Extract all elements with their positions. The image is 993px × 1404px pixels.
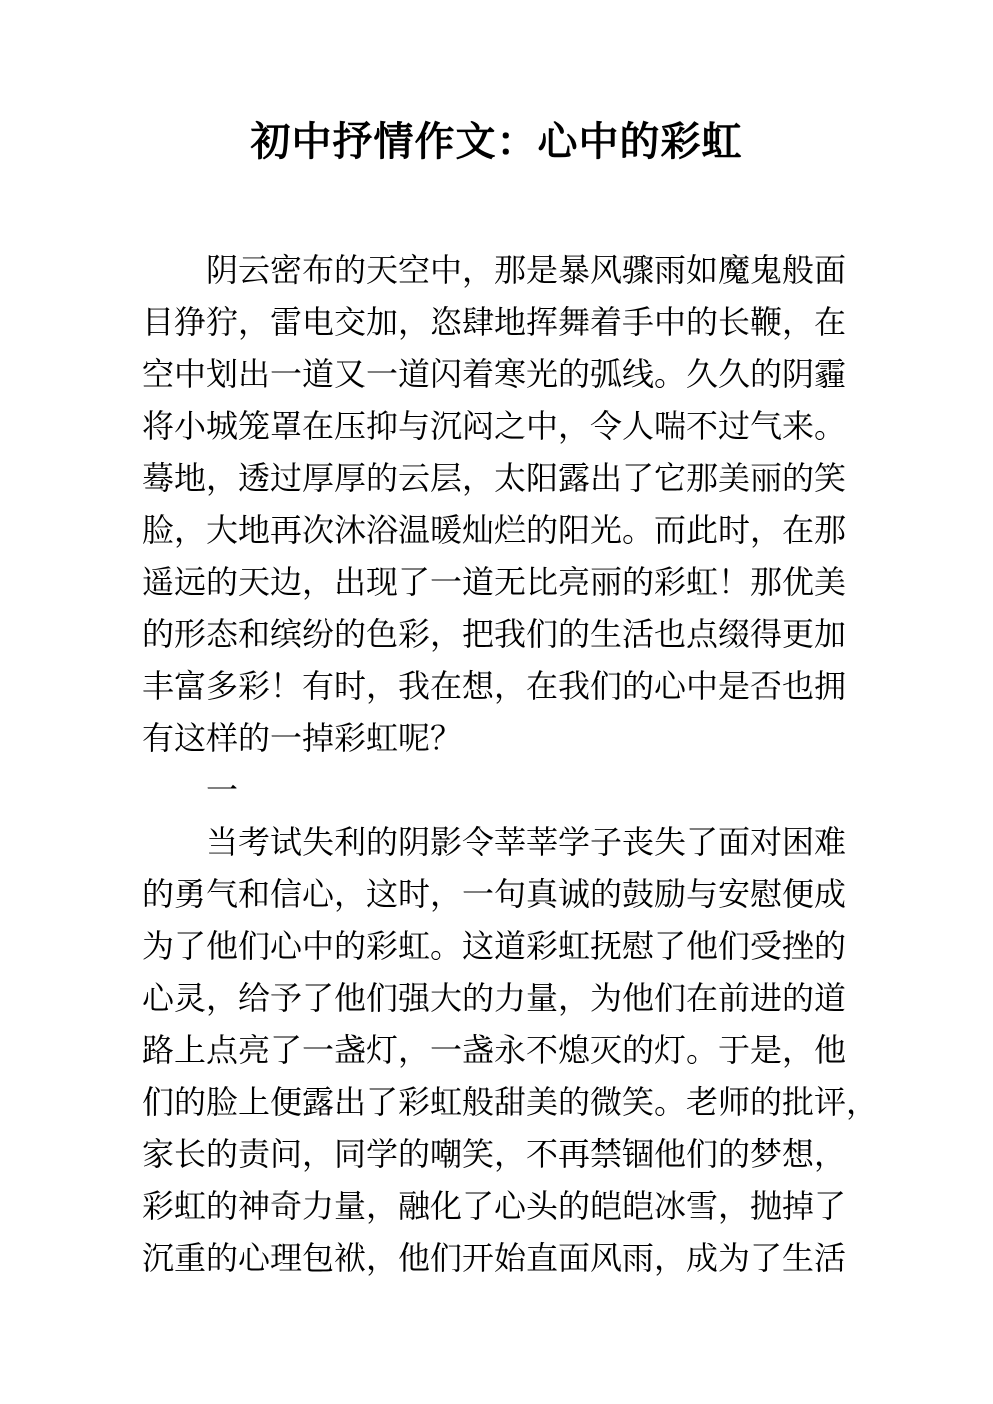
text-line: 丰富多彩！有时，我在想，在我们的心中是否也拥 <box>142 668 847 704</box>
text-line: 脸，大地再次沐浴温暖灿烂的阳光。而此时，在那 <box>142 512 847 548</box>
text-line: 为了他们心中的彩虹。这道彩虹抚慰了他们受挫的 <box>142 928 847 964</box>
text-line: 蓦地，透过厚厚的云层，太阳露出了它那美丽的笑 <box>142 460 847 496</box>
text-line: 有这样的一掉彩虹呢？ <box>142 720 463 756</box>
text-line: 沉重的心理包袱，他们开始直面风雨，成为了生活 <box>142 1240 847 1276</box>
text-line: 家长的责问，同学的嘲笑，不再禁锢他们的梦想， <box>142 1136 847 1172</box>
text-line: 路上点亮了一盏灯，一盏永不熄灭的灯。于是，他 <box>142 1032 847 1068</box>
text-line: 当考试失利的阴影令莘莘学子丧失了面对困难 <box>206 824 847 860</box>
text-line: 们的脸上便露出了彩虹般甜美的微笑。老师的批评， <box>142 1084 879 1120</box>
text-line: 空中划出一道又一道闪着寒光的弧线。久久的阴霾 <box>142 356 847 392</box>
essay-body <box>0 244 993 1284</box>
text-line: 的勇气和信心，这时，一句真诚的鼓励与安慰便成 <box>142 876 847 912</box>
text-line: 目狰狞，雷电交加，恣肆地挥舞着手中的长鞭，在 <box>142 304 847 340</box>
text-line: 彩虹的神奇力量，融化了心头的皑皑冰雪，抛掉了 <box>142 1188 847 1224</box>
text-line: 将小城笼罩在压抑与沉闷之中，令人喘不过气来。 <box>142 408 847 444</box>
text-line: 心灵，给予了他们强大的力量，为他们在前进的道 <box>142 980 847 1016</box>
page-title: 初中抒情作文：心中的彩虹 <box>250 120 743 164</box>
text-line: 的形态和缤纷的色彩，把我们的生活也点缀得更加 <box>142 616 847 652</box>
text-line: 遥远的天边，出现了一道无比亮丽的彩虹！那优美 <box>142 564 847 600</box>
section-marker-line: 一 <box>206 772 239 808</box>
text-line: 阴云密布的天空中，那是暴风骤雨如魔鬼般面 <box>206 252 847 288</box>
